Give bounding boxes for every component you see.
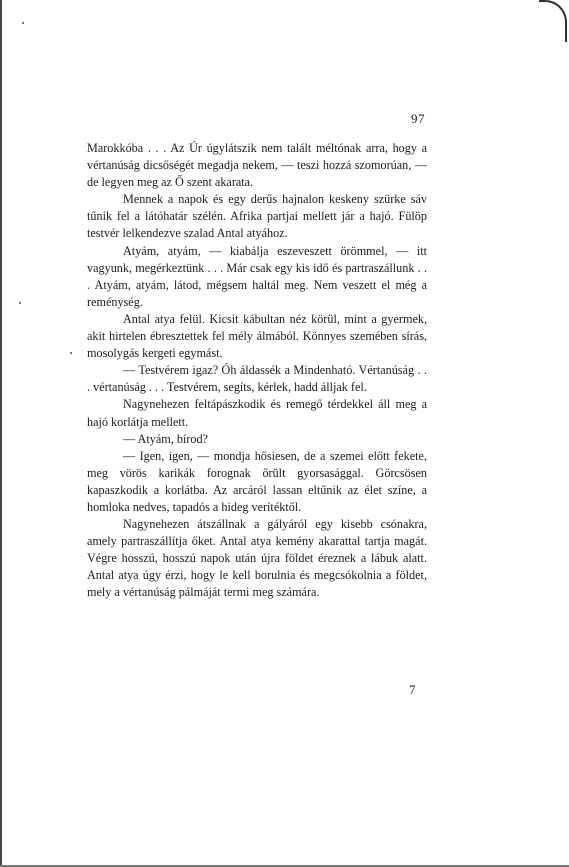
scan-speck xyxy=(19,302,21,304)
scan-speck xyxy=(70,352,72,354)
paragraph: — Testvérem igaz? Óh áldassék a Mindenható. Vértanúság . . . vértanúság . . . Testvérem, segíts, kérlek, hadd álljak fel. xyxy=(87,363,427,395)
signature-mark: 7 xyxy=(409,682,416,697)
scan-page-corner xyxy=(539,0,567,42)
body-text xyxy=(87,140,427,602)
paragraph: Marokkóba . . . Az Úr úgylátszik nem talált méltónak arra, hogy a vértanúság dicsőségét megadja nekem, — teszi hozzá szomorúan, — de legyen meg az Ő szent akarata. xyxy=(87,141,427,190)
scan-speck xyxy=(22,22,24,24)
paragraph: — Igen, igen, — mondja hősiesen, de a szemei előtt fekete, meg vörös karikák forognak őrült gyorsasággal. Görcsösen kapaszkodik a korlátba. Az arcáról lassan eltűnik az élet színe, a homloka nedves, tapadós a hideg verítéktől. xyxy=(87,448,427,514)
paragraph: Nagynehezen átszállnak a gályáról egy kisebb csónakra, amely partraszállítja őket. Antal atya kemény akarattal tartja magát. Végre hosszú, hosszú napok után újra földet éreznek a lábuk alatt. Antal atya úgy érzi, hogy le kell borulnia és megcsókolnia a földet, mely a vértanúság pálmáját termi meg számára. xyxy=(87,517,427,600)
paragraph: Mennek a napok és egy derűs hajnalon keskeny szürke sáv tűnik fel a látóhatár szélén. Afrika partjai mellett jár a hajó. Fülöp testvér lelkendezve szalad Antal atyához. xyxy=(87,192,427,241)
paragraph: Nagynehezen feltápászkodik és remegő térdekkel áll meg a hajó korlátja mellett. xyxy=(87,397,427,429)
scan-border-left xyxy=(0,0,2,867)
paragraph: Antal atya felül. Kicsit kábultan néz körül, mint a gyermek, akit hirtelen ébresztettek fel mély álmából. Könnyes szemében sírás, mosolygás kergeti egymást. xyxy=(87,311,427,361)
paragraph: — Atyám, bírod? xyxy=(123,431,208,446)
paragraph: Atyám, atyám, — kiabálja eszeveszett örömmel, — itt vagyunk, megérkeztünk . . . Már csak egy kis idő és partraszállunk . . . Atyám, atyám, látod, mégsem haltál meg. Nem veszett el még a reménység. xyxy=(87,243,427,309)
page-number-top: 97 xyxy=(411,111,425,126)
